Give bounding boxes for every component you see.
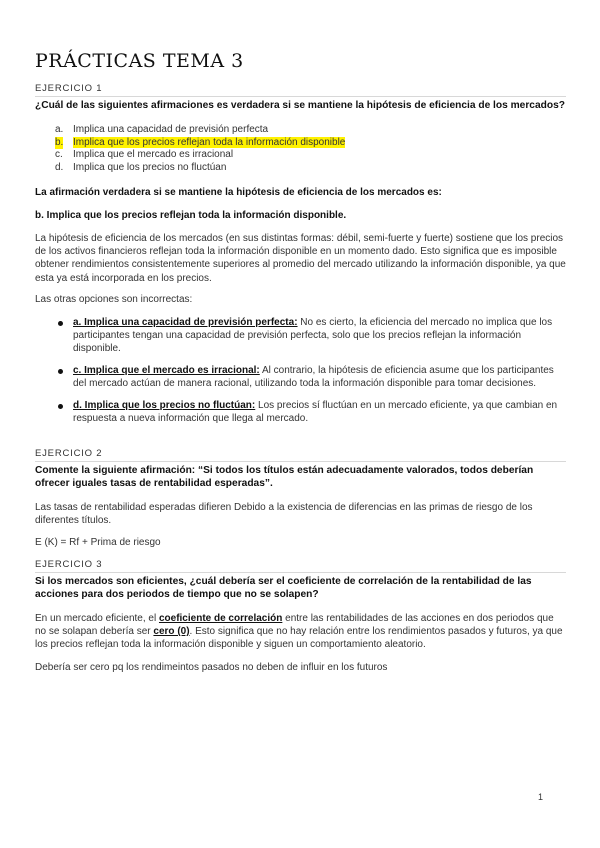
highlighted-text: Implica que los precios reflejan toda la información disponible — [73, 136, 346, 148]
option-a: a. Implica una capacidad de previsión perfecta — [55, 124, 269, 135]
exercise-2 — [35, 448, 566, 490]
exercise-1 — [35, 83, 566, 112]
bullet-icon — [58, 404, 63, 409]
list-item: a. Implica una capacidad de previsión perfecta: No es cierto, la eficiencia del mercado no implica que los participantes tengan una capacidad de previsión perfecta, solo que los precios reflejan la información disponible. — [35, 316, 566, 355]
bullet-icon — [58, 369, 63, 374]
page-title: PRÁCTICAS TEMA 3 — [35, 50, 244, 72]
exercise-3 — [35, 559, 566, 601]
exercise-1-options — [35, 124, 566, 174]
formula: E (K) = Rf + Prima de riesgo — [35, 537, 161, 548]
exercise-1-question: ¿Cuál de las siguientes afirmaciones es verdadera si se mantiene la hipótesis de eficiencia de los mercados? — [35, 100, 565, 111]
page-number: 1 — [538, 792, 544, 802]
answer: b. Implica que los precios reflejan toda la información disponible. — [35, 210, 347, 221]
incorrect-options-list — [35, 316, 566, 434]
exercise-3-answer: En un mercado eficiente, el coeficiente de correlación entre las rentabilidades de las acciones en dos periodos que no se solapan debería ser cero (0). Esto significa que no hay relación entre los rendimientos pasados y futuros, ya que los precios reflejan toda la información disponible y siguen un comportamiento aleatorio. — [35, 613, 563, 651]
option-d: d. Implica que los precios no fluctúan — [55, 161, 227, 173]
answer-intro: La afirmación verdadera si se mantiene la hipótesis de eficiencia de los mercados es: — [35, 187, 442, 198]
exercise-2-question: Comente la siguiente afirmación: “Si todos los títulos están adecuadamente valorados, todos deberían ofrecer iguales tasas de rentabilidad esperadas”. — [35, 465, 534, 489]
list-item: d. Implica que los precios no fluctúan: Los precios sí fluctúan en un mercado eficiente, ya que cambian en respuesta a nueva información que llega al mercado. — [35, 399, 566, 425]
exercise-2-answer: Las tasas de rentabilidad esperadas difieren Debido a la existencia de diferencias en las primas de riesgo de los diferentes títulos. — [35, 502, 533, 527]
exercise-3-question: Si los mercados son eficientes, ¿cuál debería ser el coeficiente de correlación de la rentabilidad de las acciones para dos periodos de tiempo que no se solapen? — [35, 576, 532, 600]
exercise-1-label: EJERCICIO 1 — [35, 83, 566, 97]
list-item: c. Implica que el mercado es irracional: Al contrario, la hipótesis de eficiencia asume que los participantes del mercado actúan de manera racional, utilizando toda la información disponible para tomar decisiones. — [35, 364, 566, 390]
option-c: c. Implica que el mercado es irracional — [55, 149, 234, 160]
exercise-2-label: EJERCICIO 2 — [35, 448, 566, 462]
exercise-3-note: Debería ser cero pq los rendimeintos pasados no deben de influir en los futuros — [35, 662, 388, 673]
bullet-icon — [58, 321, 63, 326]
explanation: La hipótesis de eficiencia de los mercados (en sus distintas formas: débil, semi-fuerte y fuerte) sostiene que los precios de los activos financieros reflejan toda la información disponible en un momento dado. Esto significa que es imposible obtener rendimientos consistentemente superiores al promedio del mercado utilizando la información disponible, ya que esta ya está incorporada en los precios. — [35, 233, 566, 284]
option-b: b. Implica que los precios reflejan toda la información disponible — [55, 136, 346, 148]
others-intro: Las otras opciones son incorrectas: — [35, 294, 193, 305]
exercise-3-label: EJERCICIO 3 — [35, 559, 566, 573]
